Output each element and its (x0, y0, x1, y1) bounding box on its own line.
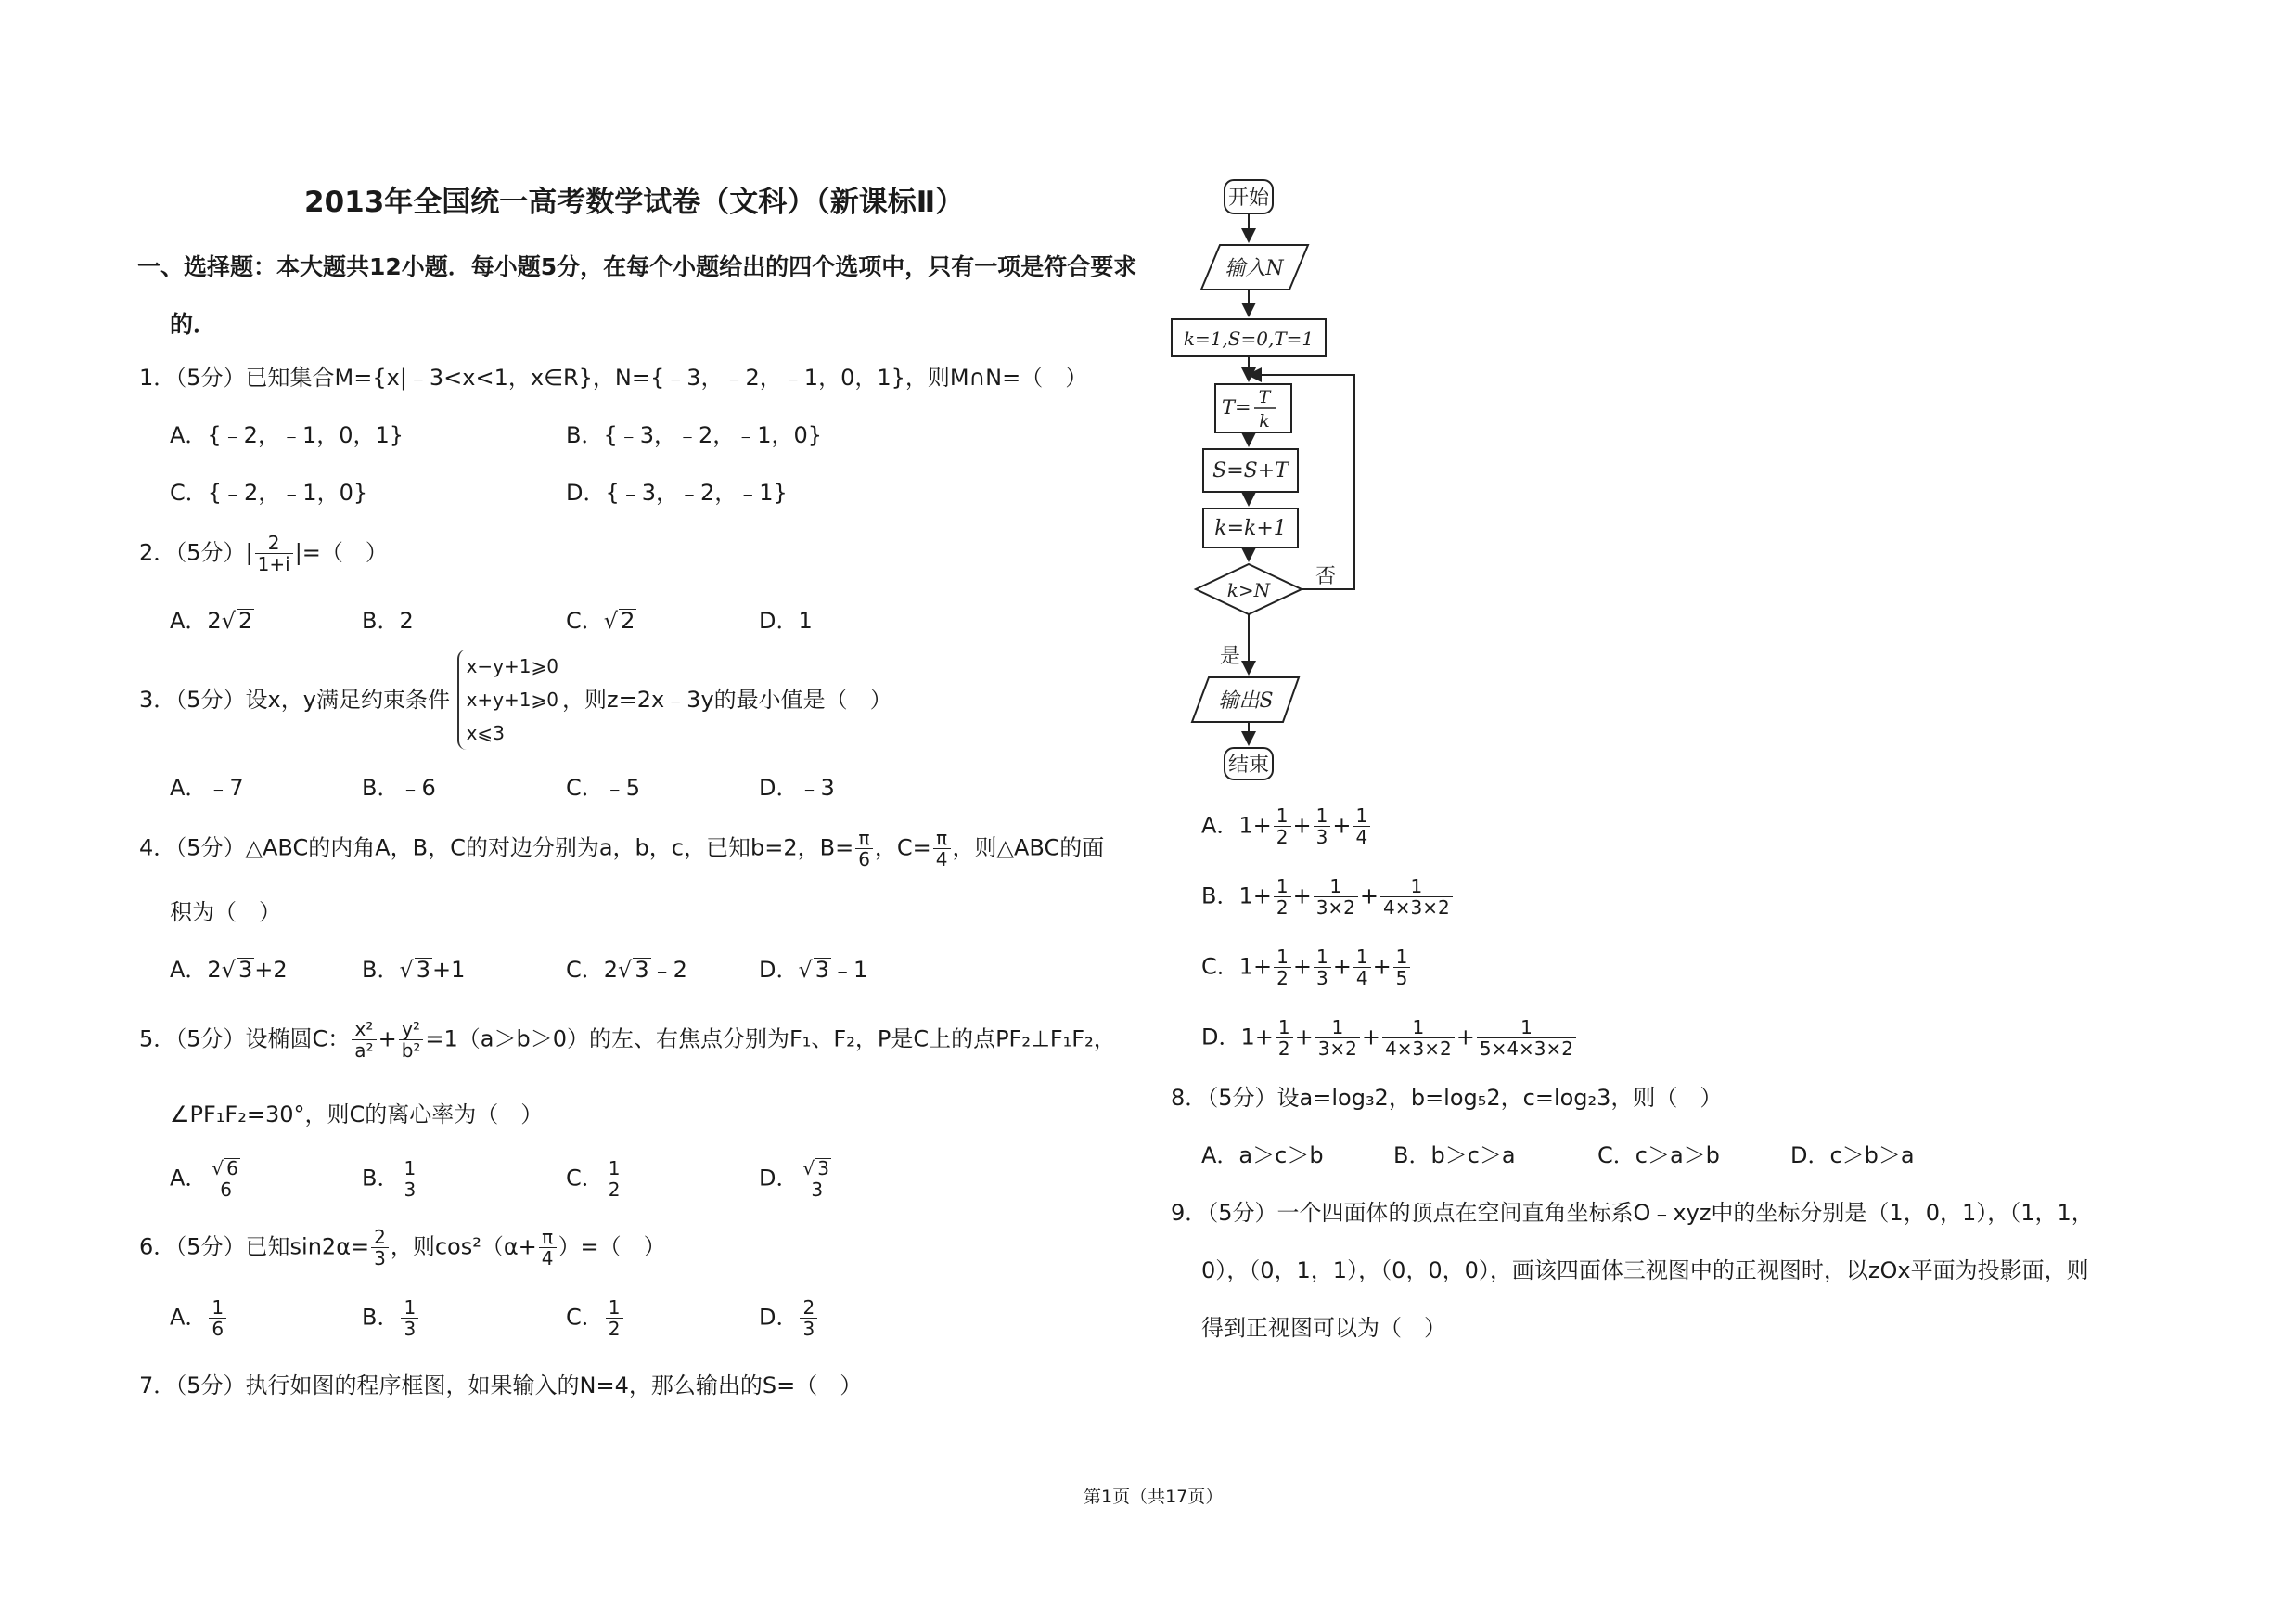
flow-output-label: 输出S (1218, 689, 1274, 713)
q4-stem: 4．（5分）△ABC的内角A，B，C的对边分别为a，b，c，已知b=2，B= $\frac{\pi}{6}$ ，C= $\frac{\pi}{4}$ ，则△ABC的面 (139, 827, 1105, 870)
q3-option-b: B．﹣6 (362, 775, 436, 801)
q2-stem: 2．（5分）| $\frac{2}{1+i}$ |=（ ） (139, 532, 388, 575)
section-header-cont: 的． (170, 311, 217, 338)
flow-input-label: 输入N (1225, 257, 1284, 280)
q1-option-c: C．{﹣2，﹣1，0} (170, 480, 368, 506)
q2-option-b: B．2 (362, 608, 414, 634)
flow-step-k-label: k=k+1 (1214, 517, 1287, 540)
q4-option-b: B．√ 3+1 (362, 957, 466, 983)
q2-option-d: D．1 (759, 608, 813, 634)
q1-option-a: A．{﹣2，﹣1，0，1} (170, 422, 404, 448)
q5-option-d: D． $\frac{√ 3}{3}$ (759, 1158, 836, 1200)
page-title: 2013年全国统一高考数学试卷（文科）（新课标Ⅱ） (304, 186, 965, 219)
q5-option-a: A． $\frac{√ 6}{6}$ (170, 1158, 245, 1200)
q9-stem-cont2: 得到正视图可以为（ ） (1201, 1315, 1446, 1341)
q4-stem-cont: 积为（ ） (170, 899, 281, 925)
q4-option-c: C．2√ 3﹣2 (566, 957, 687, 983)
flow-step-s-label: S=S+T (1212, 459, 1289, 483)
q7-option-d: D．1+ $\frac{1}{2}$ + $\frac{1}{3\times 2}$ + $\frac{1}{4\times 3\times 2}$ + $\frac{1}{5\times 4\times 3\times 2}$ (1201, 1017, 1578, 1059)
flow-no-label: 否 (1315, 565, 1337, 588)
q5-stem-cont: ∠PF₁F₂=30°，则C的离心率为（ ） (170, 1101, 544, 1127)
q8-stem: 8．（5分）设a=log₃2，b=log₅2，c=log₂3，则（ ） (1171, 1085, 1723, 1111)
flow-end-label: 结束 (1227, 754, 1270, 777)
flow-yes-label: 是 (1220, 645, 1241, 668)
q7-option-a: A．1+ $\frac{1}{2}$ + $\frac{1}{3}$ + $\frac{1}{4}$ (1201, 805, 1372, 847)
flow-decision-label: k>N (1226, 579, 1271, 601)
q4-option-d: D．√ 3﹣1 (759, 957, 868, 983)
q2-option-a: A．2√ 2 (170, 608, 253, 634)
flow-step-t-den: k (1259, 411, 1270, 432)
q9-stem-cont1: 0），（0，1，1），（0，0，0），画该四面体三视图中的正视图时，以zOx平面为投影面，则 (1201, 1257, 2089, 1283)
q8-option-d: D．c＞b＞a (1790, 1142, 1915, 1168)
page-number: 第1页（共17页） (1084, 1487, 1224, 1507)
q6-option-a: A． $\frac{1}{6}$ (170, 1297, 228, 1339)
program-flowchart (1164, 174, 1387, 787)
q3-constraints: x−y+1⩾0 x+y+1⩾0 x⩽3 (457, 650, 558, 750)
q5-option-c: C． $\frac{1}{2}$ (566, 1158, 625, 1200)
q4-option-a: A．2√ 3+2 (170, 957, 288, 983)
flow-start-label: 开始 (1227, 187, 1270, 210)
q5-option-b: B． $\frac{1}{3}$ (362, 1158, 420, 1200)
q3-option-a: A．﹣7 (170, 775, 244, 801)
q1-stem: 1．（5分）已知集合M={x|﹣3<x<1，x∈R}，N={﹣3，﹣2，﹣1，0，1}，则M∩N=（ ） (139, 365, 1088, 391)
q3-option-c: C．﹣5 (566, 775, 641, 801)
q9-stem: 9．（5分）一个四面体的顶点在空间直角坐标系O﹣xyz中的坐标分别是（1，0，1），（1，1， (1171, 1200, 2094, 1226)
q5-stem: 5．（5分）设椭圆C： $\frac{\text{x²}}{\text{a²}}$ + $\frac{\text{y²}}{\text{b²}}$ =1（a＞b＞0）的左、右焦点分别为F₁、F₂，P是C上的点PF₂⊥F₁F₂， (139, 1018, 1116, 1062)
q3-stem: 3．（5分）设x，y满足约束条件 x−y+1⩾0 x+y+1⩾0 x⩽3 ，则z=2x﹣3y的最小值是（ ） (139, 650, 892, 750)
q8-option-b: B．b＞c＞a (1393, 1142, 1516, 1168)
q2-fraction: $\frac{2}{1+i}$ (255, 533, 293, 574)
flow-step-t-num: T (1258, 387, 1271, 407)
flow-init-label: k=1,S=0,T=1 (1183, 328, 1315, 350)
q6-option-b: B． $\frac{1}{3}$ (362, 1297, 420, 1339)
q7-option-b: B．1+ $\frac{1}{2}$ + $\frac{1}{3\times 2}$ + $\frac{1}{4\times 3\times 2}$ (1201, 876, 1455, 918)
q8-option-c: C．c＞a＞b (1597, 1142, 1720, 1168)
flow-step-t-lhs: T= (1222, 396, 1251, 419)
q6-option-c: C． $\frac{1}{2}$ (566, 1297, 625, 1339)
q6-option-d: D． $\frac{2}{3}$ (759, 1297, 819, 1339)
q7-option-c: C．1+ $\frac{1}{2}$ + $\frac{1}{3}$ + $\frac{1}{4}$ + $\frac{1}{5}$ (1201, 947, 1412, 988)
q2-option-c: C．√ 2 (566, 608, 635, 634)
q3-option-d: D．﹣3 (759, 775, 835, 801)
q8-option-a: A．a＞c＞b (1201, 1142, 1324, 1168)
q7-stem: 7．（5分）执行如图的程序框图，如果输入的N=4，那么输出的S=（ ） (139, 1372, 863, 1398)
q6-stem: 6．（5分）已知sin2α= $\frac{2}{3}$ ，则cos²（α+ $\frac{\pi}{4}$ ）=（ ） (139, 1226, 666, 1269)
q1-option-d: D．{﹣3，﹣2，﹣1} (566, 480, 788, 506)
q1-option-b: B．{﹣3，﹣2，﹣1，0} (566, 422, 823, 448)
section-header: 一、选择题：本大题共12小题．每小题5分，在每个小题给出的四个选项中，只有一项是符合要求 (137, 253, 1137, 280)
